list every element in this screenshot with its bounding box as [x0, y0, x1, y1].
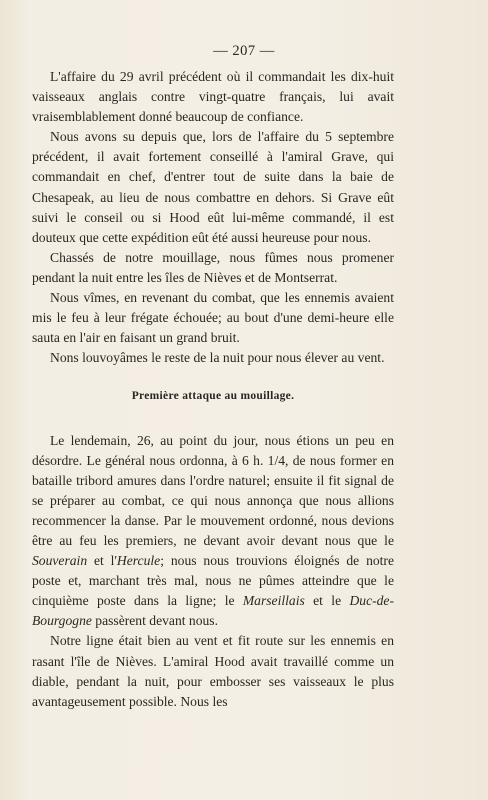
text-run: et le	[304, 593, 350, 609]
paragraph: Nons louvoyâmes le reste de la nuit pour nous élever au vent.	[50, 350, 385, 366]
text-run: Le lendemain, 26, au point du jour, nous étions un peu en désordre. Le général nous ordonna, à 6 h. 1/4, de nous former en bataille tribord amures dans l'ordre naturel; ensuite il fit signal de se préparer au combat, ce qui nous annonça que nous allions recommencer la danse. Par le mouvement ordonné, nous devions être au feu les premiers, ne devant avoir devant nous que le	[32, 432, 394, 548]
paragraph: Nous avons su depuis que, lors de l'affaire du 5 septembre précédent, il avait fortement conseillé à l'amiral Grave, qui commandait en chef, d'entrer tout de suite dans la baie de Chesapeak, au lieu de nous combattre en dehors. Si Grave eût suivi le conseil ou si Hood eût lui-même commandé, il est douteux que cette expédition eût été aussi heureuse pour nous.	[32, 129, 394, 245]
paragraph: Chassés de notre mouillage, nous fûmes nous promener pendant la nuit entre les îles de Nièves et de Montserrat.	[32, 249, 394, 285]
paragraph	[32, 431, 394, 632]
ship-name: Duc-de-Bourgogne	[32, 593, 394, 629]
page-number: — 207 —	[213, 43, 275, 59]
paragraph: Notre ligne était bien au vent et fit route sur les ennemis en rasant l'île de Nièves. L'amiral Hood avait travaillé comme un diable, pendant la nuit, pour embosser ses vaisseaux le plus avantageusement possible. Nous les	[32, 633, 394, 709]
section-heading: Première attaque au mouillage.	[131, 390, 295, 403]
body-text	[32, 67, 394, 712]
ship-name: Marseillais	[242, 593, 305, 609]
paragraph: L'affaire du 29 avril précédent où il commandait les dix-huit vaisseaux anglais contre vingt-quatre français, lui avait vraisemblablement donné beaucoup de confiance.	[32, 69, 394, 125]
text-run: ; nous nous trouvions éloignés de notre poste et, marchant très mal, nous ne pûmes atteindre que le cinquième poste dans la ligne; le	[32, 553, 394, 609]
ship-name: Hercule	[116, 553, 161, 569]
text-run: et l'	[87, 553, 117, 569]
ship-name: Souverain	[32, 553, 88, 569]
text-run: passèrent devant nous.	[91, 613, 218, 629]
paragraph: Nous vîmes, en revenant du combat, que les ennemis avaient mis le feu à leur frégate échouée; au bout d'une demi-heure elle sauta en l'air en faisant un grand bruit.	[32, 290, 394, 346]
